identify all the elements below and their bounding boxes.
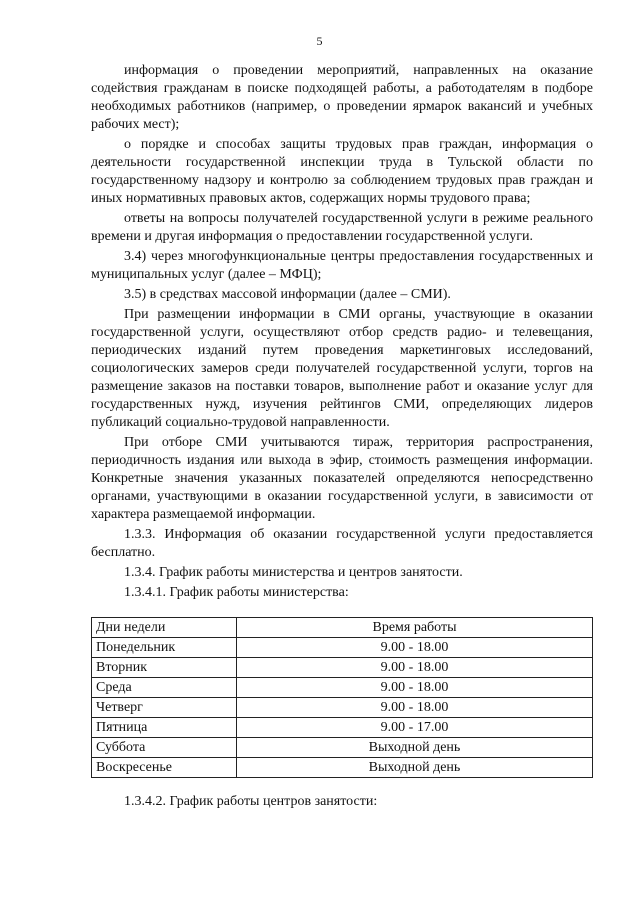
page-number: 5	[316, 34, 323, 48]
day-cell: Суббота	[92, 738, 237, 758]
paragraph-free-service: 1.3.3. Информация об оказании государственной услуги предоставляется бесплатно.	[91, 527, 593, 560]
table-row	[92, 658, 593, 678]
header-days: Дни недели	[92, 618, 237, 638]
table-row	[92, 738, 593, 758]
day-cell: Вторник	[92, 658, 237, 678]
table-row	[92, 698, 593, 718]
hours-cell: Выходной день	[237, 738, 593, 758]
table-row	[92, 718, 593, 738]
hours-cell: 9.00 - 18.00	[237, 678, 593, 698]
hours-cell: 9.00 - 18.00	[237, 638, 593, 658]
paragraph-media-selection: При размещении информации в СМИ органы, участвующие в оказании государственной услуги, осуществляют отбор средств радио- и телевещания, периодических изданий путем проведения маркетинговых исследований, социологических замеров среди получателей государственной услуги, торгов на размещение заказов на поставки товаров, выполнение работ и оказание услуг для государственных нужд, изучения рейтингов СМИ, определяющих лидеров публикаций социально-трудовой направленности.	[91, 307, 593, 430]
hours-cell: 9.00 - 18.00	[237, 698, 593, 718]
hours-cell: 9.00 - 18.00	[237, 658, 593, 678]
day-cell: Пятница	[92, 718, 237, 738]
paragraph-ministry-schedule-heading: 1.3.4.1. График работы министерства:	[124, 585, 349, 600]
day-cell: Среда	[92, 678, 237, 698]
paragraph-labor-rights: о порядке и способах защиты трудовых прав граждан, информация о деятельности государственной инспекции труда в Тульской области по государственному надзору и контролю за соблюдением трудовых прав граждан и иных нормативных правовых актов, содержащих нормы трудового права;	[91, 137, 593, 206]
table-row	[92, 678, 593, 698]
table-row	[92, 758, 593, 778]
table-header-row	[92, 618, 593, 638]
day-cell: Воскресенье	[92, 758, 237, 778]
header-hours: Время работы	[237, 618, 593, 638]
table-row	[92, 638, 593, 658]
paragraph-mfc: 3.4) через многофункциональные центры предоставления государственных и муниципальных услуг (далее – МФЦ);	[91, 249, 593, 282]
paragraph-schedule-heading: 1.3.4. График работы министерства и центров занятости.	[124, 565, 463, 580]
hours-cell: Выходной день	[237, 758, 593, 778]
document-body	[91, 62, 593, 604]
hours-cell: 9.00 - 17.00	[237, 718, 593, 738]
employment-centers-schedule-heading: 1.3.4.2. График работы центров занятости:	[124, 794, 378, 809]
ministry-schedule-table	[91, 617, 593, 778]
paragraph-events-info: информация о проведении мероприятий, направленных на оказание содействия гражданам в поиске подходящей работы, а работодателям в подборе необходимых работников (например, о проведении ярмарок вакансий и учебных рабочих мест);	[91, 63, 593, 132]
day-cell: Четверг	[92, 698, 237, 718]
paragraph-media: 3.5) в средствах массовой информации (далее – СМИ).	[124, 287, 451, 302]
paragraph-realtime-answers: ответы на вопросы получателей государственной услуги в режиме реального времени и другая информация о предоставлении государственной услуги.	[91, 211, 593, 244]
day-cell: Понедельник	[92, 638, 237, 658]
paragraph-media-criteria: При отборе СМИ учитываются тираж, территория распространения, периодичность издания или выхода в эфир, стоимость размещения информации. Конкретные значения указанных показателей определяются непосредственно органами, участвующими в оказании государственной услуги, в зависимости от характера размещаемой информации.	[91, 435, 593, 522]
